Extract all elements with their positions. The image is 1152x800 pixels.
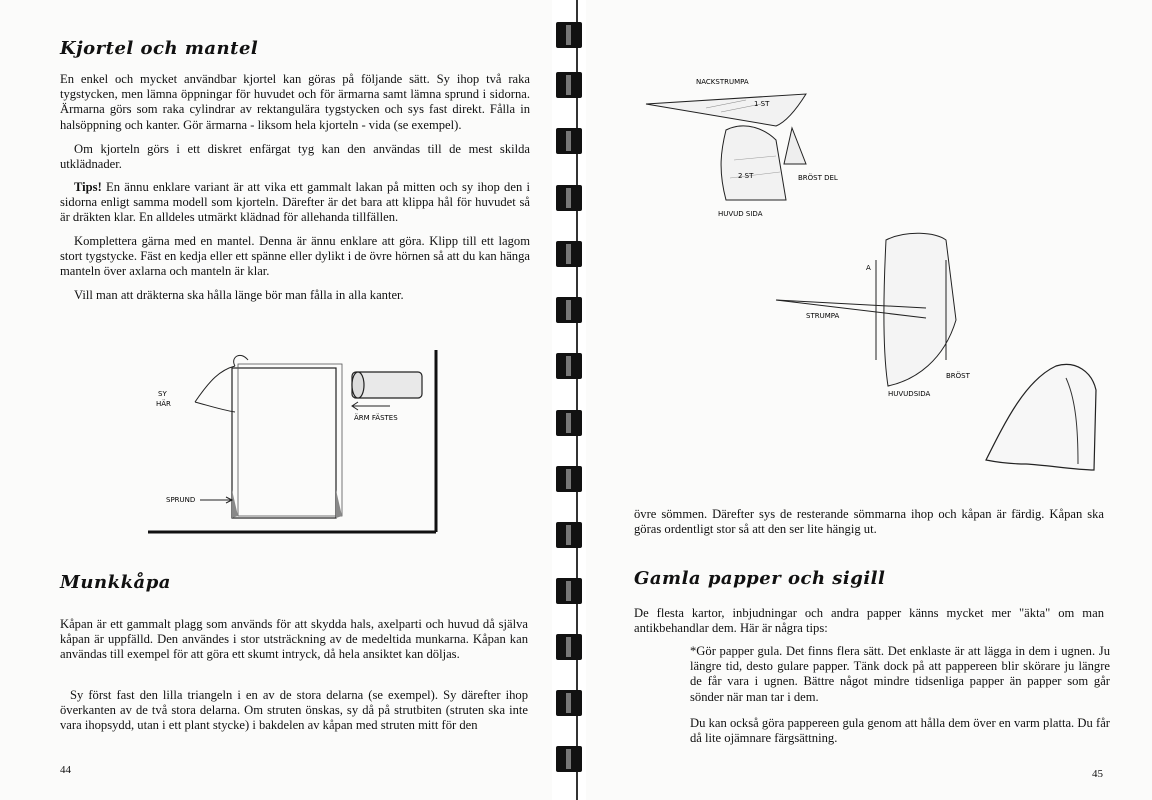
har-label: HÄR — [156, 400, 171, 408]
section-title-kjortel: Kjortel och mantel — [60, 38, 259, 59]
binding-ring — [556, 22, 582, 48]
binding-ring — [556, 410, 582, 436]
section-title-munkkapa: Munkkåpa — [60, 572, 171, 593]
tips-text: En ännu enklare variant är att vika ett gammalt lakan på mitten och sy ihop den i sidorna enligt samma modell som kjorteln. Därefter är det bara att klippa hål för huvudet så är dräkten klar. En alldeles utmärkt klädnad för allehanda tillfällen. — [60, 180, 530, 225]
arm-label: ÄRM FÄSTES — [354, 414, 398, 422]
nackstrumpa-label: NACKSTRUMPA — [696, 78, 749, 86]
strumpa-label: STRUMPA — [806, 312, 840, 320]
brost-del-label: BRÖST DEL — [798, 174, 838, 182]
binding-ring — [556, 72, 582, 98]
brost-label: BRÖST — [946, 372, 970, 380]
tip-paragraph: Du kan också göra pappereen gula genom att hålla dem över en varm platta. Du får då lite ojämnare färgsättning. — [690, 716, 1110, 746]
tips-label: Tips! — [74, 180, 102, 194]
left-page — [0, 0, 552, 800]
binding-ring — [556, 746, 582, 772]
paragraph: En enkel och mycket användbar kjortel kan göras på följande sätt. Sy ihop två raka tygstycken, men lämna öppningar för huvudet och för ärmarna samt lämna sprund i sidorna. Ärmarna görs som raka cylindrar av rektangulära tygstycken och sys fast direkt. Fålla in halsöppning och kanter. Gör ärmarna - liksom hela kjorteln - vida (se exempel). — [60, 72, 530, 132]
huvud-sida-label: HUVUD SIDA — [718, 210, 763, 218]
binding-ring — [556, 128, 582, 154]
a-label: A — [866, 264, 871, 272]
tips-paragraph — [60, 180, 530, 226]
page-number-right: 45 — [1092, 768, 1103, 780]
paragraph: Komplettera gärna med en mantel. Denna är ännu enklare att göra. Klipp till ett lagom stort tygstycke. Fäst en kedja eller ett spänne eller dylikt i de övre hörnen så att du kan hänga manteln över axlarna och manteln är klar. — [60, 234, 530, 279]
spiral-binding — [552, 0, 586, 800]
paragraph: Vill man att dräkterna ska hålla länge bör man fålla in alla kanter. — [74, 288, 404, 302]
sprund-label: SPRUND — [166, 496, 196, 504]
paragraph: Sy först fast den lilla triangeln i en av de stora delarna (se exempel). Sy därefter ihop överkanten av de två stora delarna. Om struten önskas, sy då på strutbiten (struten ska inte vara ihopsydd, utan i ett plant stycke) i bakdelen av kåpan med struten mitt för den — [60, 688, 528, 733]
binding-line — [576, 0, 578, 800]
binding-ring — [556, 185, 582, 211]
kjortel-diagram — [140, 340, 440, 540]
binding-ring — [556, 522, 582, 548]
tip-paragraph: *Gör papper gula. Det finns flera sätt. Det enklaste är att lägga in dem i ugnen. Ju längre tid, desto gulare papper. Tänk dock på att pappereen blir skörare ju längre de får vara i ugnen. Bättre något mindre tidsenliga papper än papper som går sönder när man tar i dem. — [690, 644, 1110, 704]
binding-ring — [556, 466, 582, 492]
binding-ring — [556, 634, 582, 660]
section-title-gamla-papper: Gamla papper och sigill — [634, 568, 886, 589]
right-page — [586, 0, 1152, 800]
page-number-left: 44 — [60, 764, 71, 776]
kapa-pattern-diagram — [626, 60, 1146, 480]
intro-paragraph: De flesta kartor, inbjudningar och andra papper känns mycket mer "äkta" om man antikbehandlar dem. Här är några tips: — [634, 606, 1104, 636]
paragraph: Kåpan är ett gammalt plagg som används för att skydda hals, axelparti och huvud då själva kåpan är uppfälld. Den användes i stor utsträckning av de medeltida munkarna. Kåpan kan användas till exempel för att göra ett skumt intryck, då hela ansiktet kan döljas. — [60, 617, 528, 662]
two-st-label: 2 ST — [738, 172, 754, 180]
one-st-label: 1 ST — [754, 100, 770, 108]
binding-ring — [556, 241, 582, 267]
huvudsida-label: HUVUDSIDA — [888, 390, 931, 398]
paragraph: Om kjorteln görs i ett diskret enfärgat tyg kan den användas till de mest skilda utklädnader. — [60, 142, 530, 172]
binding-ring — [556, 578, 582, 604]
sy-label: SY — [158, 390, 167, 398]
continuation-paragraph: övre sömmen. Därefter sys de resterande sömmarna ihop och kåpan är färdig. Kåpan ska göras ordentligt stor så att den ser lite hängig ut. — [634, 507, 1104, 537]
binding-ring — [556, 297, 582, 323]
binding-ring — [556, 690, 582, 716]
binding-ring — [556, 353, 582, 379]
